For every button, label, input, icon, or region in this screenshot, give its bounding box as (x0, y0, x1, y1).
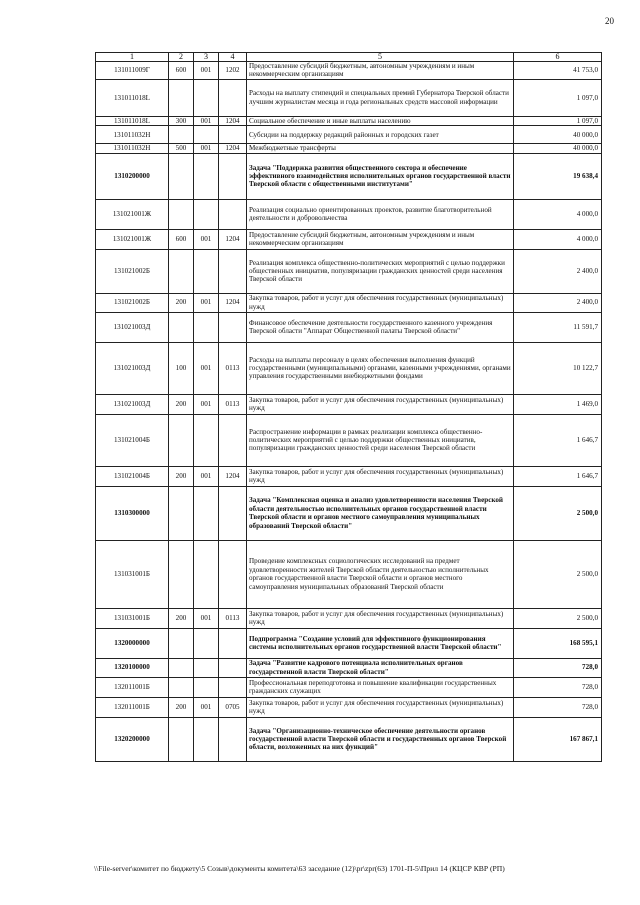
section-cell: 0705 (219, 697, 247, 717)
table-row (96, 342, 602, 394)
column-header: 4 (219, 53, 247, 62)
amount-cell: 1 469,0 (514, 394, 602, 414)
expense-type-cell (169, 79, 194, 116)
description-cell: Закупка товаров, работ и услуг для обеспечения государственных (муниципальных) нужд (247, 608, 514, 628)
admin-code-cell (194, 658, 219, 677)
section-cell: 1204 (219, 466, 247, 486)
admin-code-cell: 001 (194, 342, 219, 394)
table-row (96, 79, 602, 116)
code-cell: 131021001Ж (96, 199, 169, 229)
code-cell: 131021002Б (96, 249, 169, 293)
expense-type-cell (169, 126, 194, 144)
description-cell: Реализация социально ориентированных проектов, развитие благотворительной деятельности и добровольчества (247, 199, 514, 229)
table-row (96, 312, 602, 342)
admin-code-cell (194, 677, 219, 697)
description-cell: Закупка товаров, работ и услуг для обеспечения государственных (муниципальных) нужд (247, 293, 514, 312)
admin-code-cell (194, 486, 219, 540)
admin-code-cell: 001 (194, 466, 219, 486)
expense-type-cell (169, 717, 194, 761)
table-row (96, 414, 602, 466)
amount-cell: 4 000,0 (514, 229, 602, 249)
code-cell: 131021004Б (96, 466, 169, 486)
admin-code-cell (194, 249, 219, 293)
section-cell (219, 628, 247, 658)
description-cell: Межбюджетные трансферты (247, 144, 514, 153)
code-cell: 131011018L (96, 116, 169, 125)
code-cell: 132011001Б (96, 677, 169, 697)
expense-type-cell: 200 (169, 293, 194, 312)
amount-cell: 2 500,0 (514, 608, 602, 628)
column-header: 3 (194, 53, 219, 62)
amount-cell: 41 753,0 (514, 62, 602, 80)
description-cell: Профессиональная переподготовка и повышение квалификации государственных гражданских служащих (247, 677, 514, 697)
amount-cell: 2 400,0 (514, 293, 602, 312)
code-cell: 1310200000 (96, 153, 169, 199)
expense-type-cell: 200 (169, 608, 194, 628)
section-cell (219, 153, 247, 199)
amount-cell: 11 591,7 (514, 312, 602, 342)
admin-code-cell (194, 126, 219, 144)
header-row (96, 53, 602, 62)
table-row (96, 153, 602, 199)
section-cell (219, 658, 247, 677)
amount-cell: 19 638,4 (514, 153, 602, 199)
amount-cell: 1 097,0 (514, 79, 602, 116)
amount-cell: 728,0 (514, 658, 602, 677)
admin-code-cell (194, 79, 219, 116)
column-header: 5 (247, 53, 514, 62)
section-cell: 1202 (219, 62, 247, 80)
description-cell: Закупка товаров, работ и услуг для обеспечения государственных (муниципальных) нужд (247, 466, 514, 486)
section-cell (219, 199, 247, 229)
description-cell: Подпрограмма "Создание условий для эффективного функционирования системы исполнительных органов государственной власти Тверской области" (247, 628, 514, 658)
code-cell: 131021003Д (96, 312, 169, 342)
expense-type-cell: 600 (169, 62, 194, 80)
code-cell: 131031001Б (96, 540, 169, 608)
description-cell: Расходы на выплаты персоналу в целях обеспечения выполнения функций государственными (муниципальными) органами, казенными учреждениями, органами управления государственными внебюджетными фондами (247, 342, 514, 394)
code-cell: 131011032Н (96, 144, 169, 153)
amount-cell: 1 646,7 (514, 466, 602, 486)
table-row (96, 62, 602, 80)
admin-code-cell (194, 414, 219, 466)
section-cell (219, 312, 247, 342)
column-header: 2 (169, 53, 194, 62)
code-cell: 131021001Ж (96, 229, 169, 249)
table-row (96, 394, 602, 414)
expense-type-cell (169, 628, 194, 658)
admin-code-cell (194, 540, 219, 608)
amount-cell: 40 000,0 (514, 126, 602, 144)
admin-code-cell: 001 (194, 608, 219, 628)
admin-code-cell: 001 (194, 394, 219, 414)
amount-cell: 1 646,7 (514, 414, 602, 466)
admin-code-cell: 001 (194, 116, 219, 125)
description-cell: Задача "Поддержка развития общественного сектора и обеспечение эффективного взаимодействия исполнительных органов государственной власти Тверской области с общественными институтами" (247, 153, 514, 199)
amount-cell: 728,0 (514, 677, 602, 697)
expense-type-cell: 300 (169, 116, 194, 125)
code-cell: 131011032Н (96, 126, 169, 144)
expense-type-cell (169, 414, 194, 466)
description-cell: Проведение комплексных социологических исследований на предмет удовлетворенности жителей Тверской области деятельностью исполнительных органов государственной власти Тверской области и органов местного самоуправления муниципальных образований Тверской области (247, 540, 514, 608)
section-cell (219, 540, 247, 608)
admin-code-cell: 001 (194, 144, 219, 153)
amount-cell: 2 500,0 (514, 540, 602, 608)
table-row (96, 486, 602, 540)
description-cell: Задача "Комплексная оценка и анализ удовлетворенности населения Тверской области деятельностью исполнительных органов государственной власти Тверской области и органов местного самоуправления муниципальных образований Тверской области" (247, 486, 514, 540)
amount-cell: 40 000,0 (514, 144, 602, 153)
section-cell: 0113 (219, 342, 247, 394)
amount-cell: 168 595,1 (514, 628, 602, 658)
footer-file-path: \\File-server\комитет по бюджету\5 Созыв\документы комитета\63 заседание (12)\pr\zpr(63) 1701-П-5\Прил 14 (КЦСР КВР (РП) (94, 864, 505, 873)
expense-type-cell (169, 153, 194, 199)
code-cell: 131011009Г (96, 62, 169, 80)
section-cell (219, 126, 247, 144)
expense-type-cell (169, 540, 194, 608)
description-cell: Распространение информации в рамках реализации комплекса общественно-политических мероприятий с целью поддержки общественных инициатив, популяризации гражданских ценностей среди населения Тверской области (247, 414, 514, 466)
expense-type-cell: 600 (169, 229, 194, 249)
description-cell: Финансовое обеспечение деятельности государственного казенного учреждения Тверской области "Аппарат Общественной палаты Тверской области" (247, 312, 514, 342)
table-row (96, 249, 602, 293)
admin-code-cell (194, 153, 219, 199)
description-cell: Реализация комплекса общественно-политических мероприятий с целью поддержки общественных инициатив, популяризации гражданских ценностей среди населения Тверской области (247, 249, 514, 293)
amount-cell: 1 097,0 (514, 116, 602, 125)
description-cell: Задача "Развитие кадрового потенциала исполнительных органов государственной власти Тверской области" (247, 658, 514, 677)
code-cell: 1320000000 (96, 628, 169, 658)
table-row (96, 628, 602, 658)
table-row (96, 717, 602, 761)
table-row (96, 466, 602, 486)
budget-table (95, 52, 602, 762)
section-cell: 1204 (219, 293, 247, 312)
section-cell (219, 486, 247, 540)
section-cell (219, 79, 247, 116)
code-cell: 132011001Б (96, 697, 169, 717)
code-cell: 131011018L (96, 79, 169, 116)
code-cell: 1320200000 (96, 717, 169, 761)
section-cell: 1204 (219, 144, 247, 153)
admin-code-cell (194, 717, 219, 761)
amount-cell: 2 400,0 (514, 249, 602, 293)
section-cell (219, 414, 247, 466)
admin-code-cell (194, 199, 219, 229)
table-row (96, 608, 602, 628)
table-row (96, 116, 602, 125)
section-cell (219, 249, 247, 293)
expense-type-cell (169, 486, 194, 540)
expense-type-cell: 200 (169, 466, 194, 486)
table-row (96, 229, 602, 249)
expense-type-cell (169, 249, 194, 293)
description-cell: Социальное обеспечение и иные выплаты населению (247, 116, 514, 125)
description-cell: Задача "Организационно-техническое обеспечение деятельности органов государственной власти Тверской области и государственных органов Тверской области, возложенных на них функций" (247, 717, 514, 761)
amount-cell: 167 867,1 (514, 717, 602, 761)
expense-type-cell: 200 (169, 394, 194, 414)
admin-code-cell: 001 (194, 62, 219, 80)
code-cell: 131021003Д (96, 394, 169, 414)
code-cell: 131031001Б (96, 608, 169, 628)
table-row (96, 677, 602, 697)
amount-cell: 4 000,0 (514, 199, 602, 229)
code-cell: 131021004Б (96, 414, 169, 466)
description-cell: Предоставление субсидий бюджетным, автономным учреждениям и иным некоммерческим организациям (247, 62, 514, 80)
table-row (96, 293, 602, 312)
admin-code-cell: 001 (194, 229, 219, 249)
admin-code-cell: 001 (194, 697, 219, 717)
expense-type-cell (169, 199, 194, 229)
section-cell: 0113 (219, 394, 247, 414)
code-cell: 131021002Б (96, 293, 169, 312)
table-row (96, 144, 602, 153)
amount-cell: 2 500,0 (514, 486, 602, 540)
page-number: 20 (605, 16, 614, 26)
admin-code-cell (194, 628, 219, 658)
description-cell: Закупка товаров, работ и услуг для обеспечения государственных (муниципальных) нужд (247, 697, 514, 717)
expense-type-cell: 200 (169, 697, 194, 717)
code-cell: 1310300000 (96, 486, 169, 540)
description-cell: Субсидии на поддержку редакций районных и городских газет (247, 126, 514, 144)
expense-type-cell (169, 312, 194, 342)
section-cell (219, 677, 247, 697)
table-row (96, 540, 602, 608)
code-cell: 1320100000 (96, 658, 169, 677)
description-cell: Закупка товаров, работ и услуг для обеспечения государственных (муниципальных) нужд (247, 394, 514, 414)
section-cell: 1204 (219, 116, 247, 125)
table-row (96, 658, 602, 677)
description-cell: Предоставление субсидий бюджетным, автономным учреждениям и иным некоммерческим организациям (247, 229, 514, 249)
table-row (96, 199, 602, 229)
table-row (96, 126, 602, 144)
expense-type-cell (169, 658, 194, 677)
column-header: 1 (96, 53, 169, 62)
description-cell: Расходы на выплату стипендий и специальных премий Губернатора Тверской области лучшим журналистам месяца и года региональных средств массовой информации (247, 79, 514, 116)
admin-code-cell (194, 312, 219, 342)
section-cell (219, 717, 247, 761)
code-cell: 131021003Д (96, 342, 169, 394)
expense-type-cell: 100 (169, 342, 194, 394)
expense-type-cell (169, 677, 194, 697)
column-header: 6 (514, 53, 602, 62)
amount-cell: 10 122,7 (514, 342, 602, 394)
section-cell: 0113 (219, 608, 247, 628)
section-cell: 1204 (219, 229, 247, 249)
expense-type-cell: 500 (169, 144, 194, 153)
table-row (96, 697, 602, 717)
amount-cell: 728,0 (514, 697, 602, 717)
admin-code-cell: 001 (194, 293, 219, 312)
